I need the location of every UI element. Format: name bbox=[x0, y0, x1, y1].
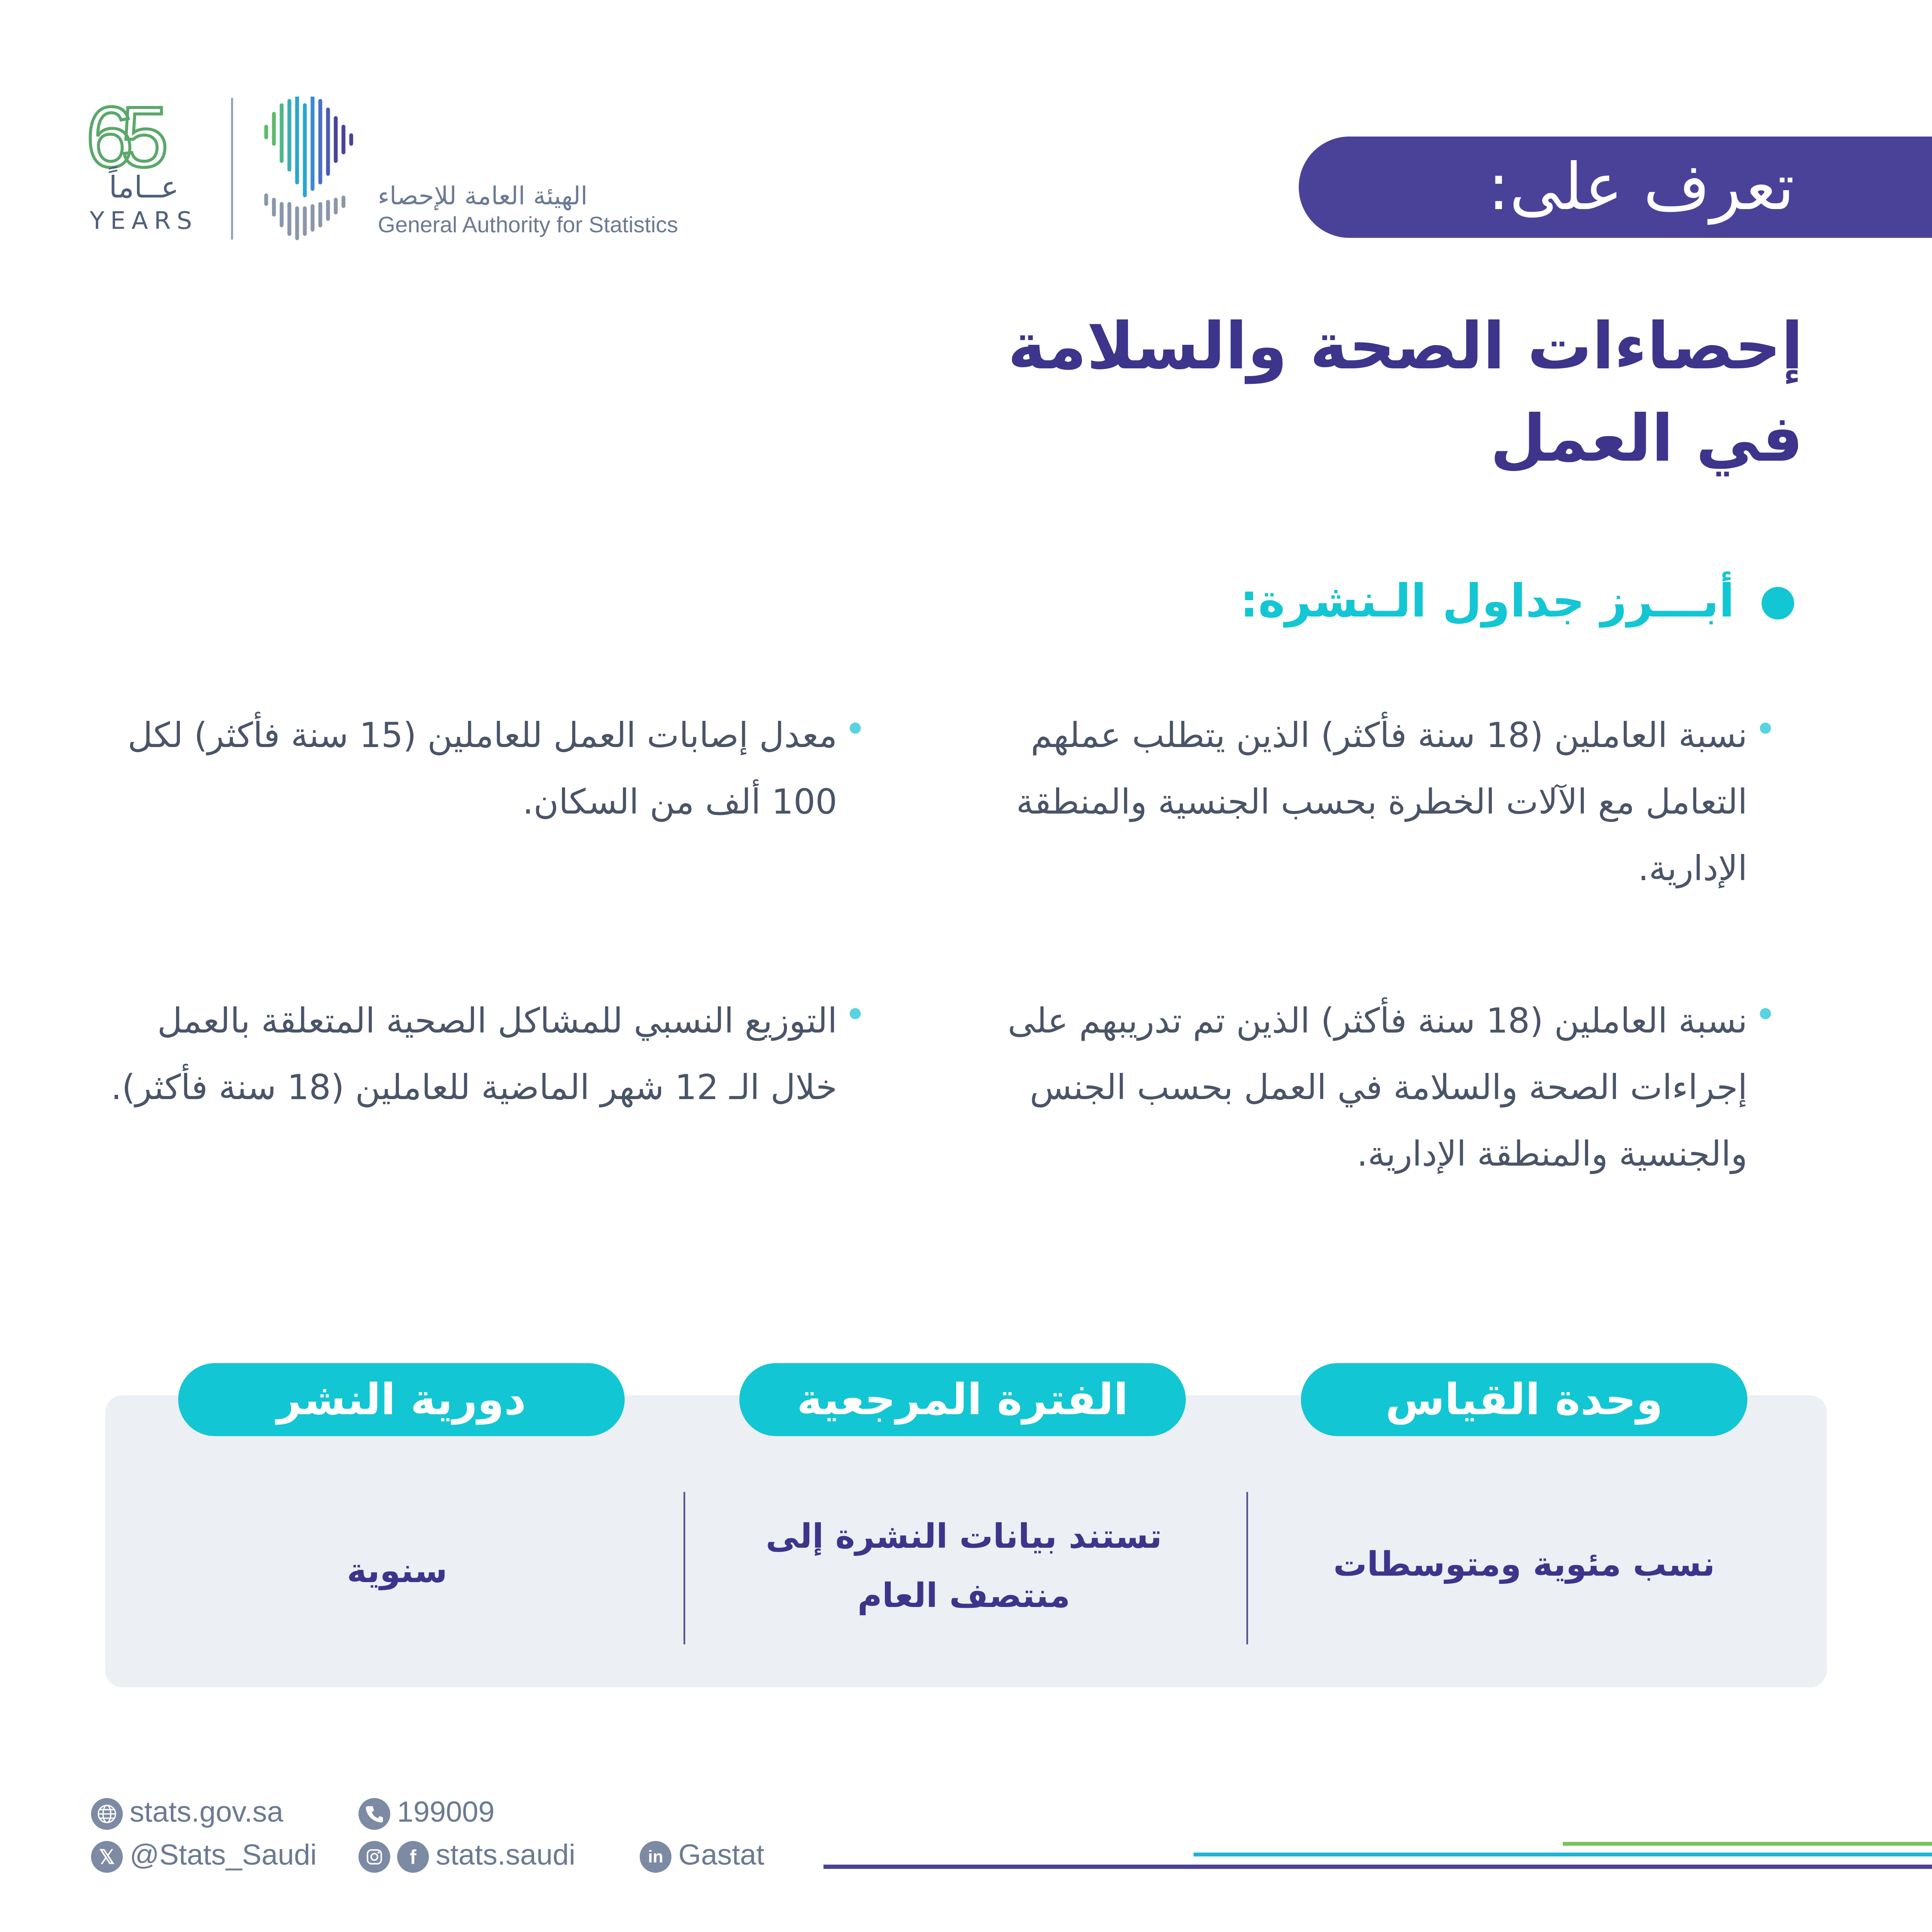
anniversary-english: YEARS bbox=[89, 207, 198, 235]
footer-social-accounts[interactable] bbox=[358, 1838, 575, 1873]
globe-icon bbox=[91, 1798, 123, 1830]
footer-linkedin[interactable] bbox=[640, 1838, 764, 1873]
bullet-item-4 bbox=[82, 987, 837, 1121]
bullet-text-1: نسبة العاملين (18 سنة فأكثر) الذين يتطلب عملهم التعامل مع الآلات الخطرة بحسب الجنسية والمنطقة الإدارية. bbox=[1016, 715, 1747, 888]
authority-name-arabic: الهيئة العامة للإحصاء bbox=[378, 181, 588, 210]
gastat-logo-mark-icon bbox=[262, 97, 367, 240]
publication-frequency-value: سنوية bbox=[346, 1552, 448, 1590]
sub-heading: أبـــرز جداول الـنشرة: bbox=[1240, 574, 1735, 627]
bullet-text-3: نسبة العاملين (18 سنة فأكثر) الذين تم تدريبهم على إجراءات الصحة والسلامة في العمل بحسب الجنس والجنسية والمنطقة الإدارية. bbox=[1008, 1001, 1747, 1174]
logo-divider bbox=[231, 98, 233, 240]
anniversary-65-logo bbox=[86, 89, 202, 249]
footer-phone[interactable] bbox=[358, 1795, 495, 1830]
reference-period-value: تستند بيانات النشرة إلى منتصف العام bbox=[766, 1517, 1162, 1615]
authority-name-english: General Authority for Statistics bbox=[378, 213, 678, 237]
sub-heading-dot-icon bbox=[1762, 587, 1794, 620]
info-column-divider bbox=[683, 1492, 685, 1644]
bullet-text-2: معدل إصابات العمل للعاملين (15 سنة فأكثر) لكل 100 ألف من السكان. bbox=[128, 715, 837, 822]
measurement-unit-value: نسب مئوية ومتوسطات bbox=[1333, 1545, 1715, 1584]
publication-frequency-label: دورية النشر bbox=[178, 1363, 625, 1436]
info-column-divider bbox=[1246, 1492, 1248, 1644]
bullet-item-3 bbox=[979, 987, 1747, 1187]
bullet-item-1 bbox=[979, 702, 1747, 902]
page-title-line-1: إحصاءات الصحة والسلامة bbox=[1008, 309, 1803, 384]
reference-period-label: الفترة المرجعية bbox=[739, 1363, 1186, 1436]
bullet-dot-icon bbox=[1760, 1008, 1771, 1019]
bullet-text-4: التوزيع النسبي للمشاكل الصحية المتعلقة بالعمل خلال الـ 12 شهر الماضية للعاملين (18 سنة فأكثر). bbox=[111, 1001, 837, 1107]
footer-social-handle: stats.saudi bbox=[436, 1838, 576, 1871]
title-pill bbox=[1299, 137, 1932, 238]
title-pill-text: تعرف على: bbox=[1488, 150, 1795, 225]
measurement-unit-label: وحدة القياس bbox=[1301, 1363, 1747, 1436]
bullet-item-2 bbox=[82, 702, 837, 835]
bullet-dot-icon bbox=[1760, 723, 1771, 734]
x-logo-icon: 𝕏 bbox=[91, 1841, 123, 1873]
footer-x-handle: @Stats_Saudi bbox=[130, 1838, 317, 1871]
facebook-icon: f bbox=[397, 1841, 429, 1873]
instagram-icon bbox=[358, 1841, 390, 1873]
linkedin-icon: in bbox=[640, 1841, 671, 1873]
bullet-dot-icon bbox=[850, 723, 861, 734]
bullet-dot-icon bbox=[850, 1008, 861, 1019]
footer-accent-line-cyan bbox=[1194, 1853, 1932, 1856]
page-title bbox=[945, 301, 1803, 485]
footer-website-text: stats.gov.sa bbox=[130, 1795, 283, 1828]
footer-accent-line-purple bbox=[823, 1865, 1932, 1869]
footer-x-account[interactable] bbox=[91, 1838, 317, 1873]
phone-icon bbox=[358, 1798, 390, 1830]
anniversary-arabic: عــاماً bbox=[109, 170, 179, 205]
page-title-line-2: في العمل bbox=[1490, 401, 1803, 476]
anniversary-number: 65 bbox=[86, 89, 156, 185]
gastat-wordmark bbox=[378, 180, 691, 239]
footer-linkedin-text: Gastat bbox=[678, 1838, 765, 1871]
footer-accent-line-green bbox=[1563, 1842, 1932, 1846]
footer-phone-text: 199009 bbox=[397, 1795, 495, 1828]
footer-website[interactable] bbox=[91, 1795, 283, 1830]
